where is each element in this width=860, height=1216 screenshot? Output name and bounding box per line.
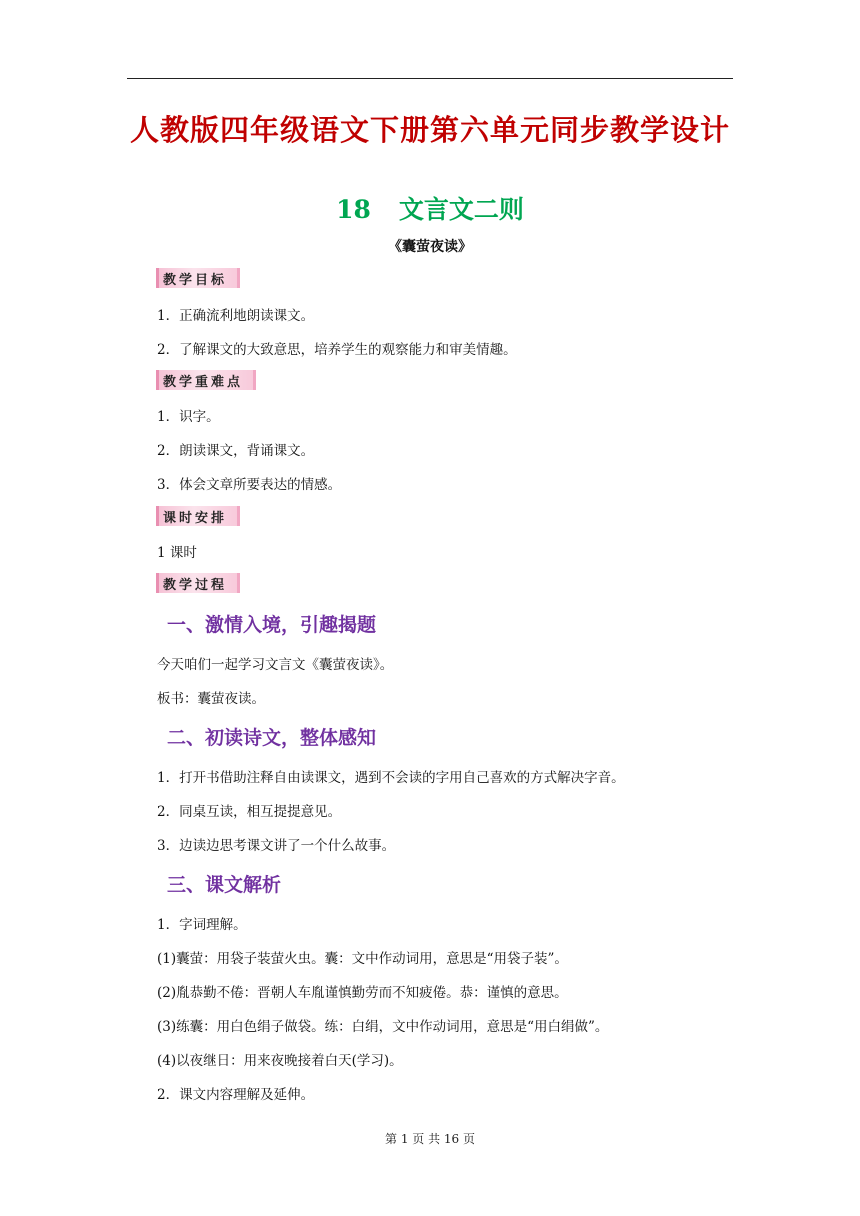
- document-title: 人教版四年级语文下册第六单元同步教学设计: [129, 113, 730, 147]
- key-point-item: 3．体会文章所要表达的情感。: [157, 477, 342, 493]
- lesson-title: [0, 190, 860, 226]
- paragraph: 2．课文内容理解及延伸。: [157, 1087, 315, 1103]
- paragraph: 3．边读边思考课文讲了一个什么故事。: [157, 838, 396, 854]
- paragraph: (2)胤恭勤不倦：晋朝人车胤谨慎勤劳而不知疲倦。恭：谨慎的意思。: [157, 985, 568, 1001]
- section-badge-goals: 教学目标: [156, 268, 240, 288]
- page-footer: 第 1 页 共 16 页: [385, 1132, 475, 1146]
- paragraph: 2．同桌互读，相互提提意见。: [157, 804, 342, 820]
- key-point-item: 1．识字。: [157, 409, 220, 425]
- paragraph: (3)练囊：用白色绢子做袋。练：白绢，文中作动词用，意思是“用白绢做”。: [157, 1019, 609, 1035]
- paragraph: 板书：囊萤夜读。: [157, 691, 265, 707]
- section-badge-process: 教学过程: [156, 573, 240, 593]
- section-badge-key-points: 教学重难点: [156, 370, 256, 390]
- paragraph: (1)囊萤：用袋子装萤火虫。囊：文中作动词用，意思是“用袋子装”。: [157, 951, 568, 967]
- section-badge-schedule: 课时安排: [156, 506, 240, 526]
- key-point-item: 2．朗读课文，背诵课文。: [157, 443, 315, 459]
- lesson-number: 18: [336, 195, 371, 224]
- goal-item: 2．了解课文的大致意思，培养学生的观察能力和审美情趣。: [157, 342, 517, 358]
- process-heading-1: 一、激情入境，引趣揭题: [167, 614, 377, 636]
- process-heading-3: 三、课文解析: [167, 874, 282, 896]
- lesson-name: 文言文二则: [398, 195, 524, 224]
- paragraph: 1．字词理解。: [157, 917, 247, 933]
- paragraph: 1．打开书借助注释自由读课文，遇到不会读的字用自己喜欢的方式解决字音。: [157, 770, 625, 786]
- process-heading-2: 二、初读诗文，整体感知: [167, 727, 377, 749]
- paragraph: (4)以夜继日：用来夜晚接着白天(学习)。: [157, 1053, 403, 1069]
- header-rule: [127, 78, 733, 79]
- goal-item: 1．正确流利地朗读课文。: [157, 308, 315, 324]
- paragraph: 今天咱们一起学习文言文《囊萤夜读》。: [157, 657, 394, 673]
- lesson-subtitle: 《囊萤夜读》: [388, 239, 472, 255]
- schedule-text: 1 课时: [157, 545, 197, 561]
